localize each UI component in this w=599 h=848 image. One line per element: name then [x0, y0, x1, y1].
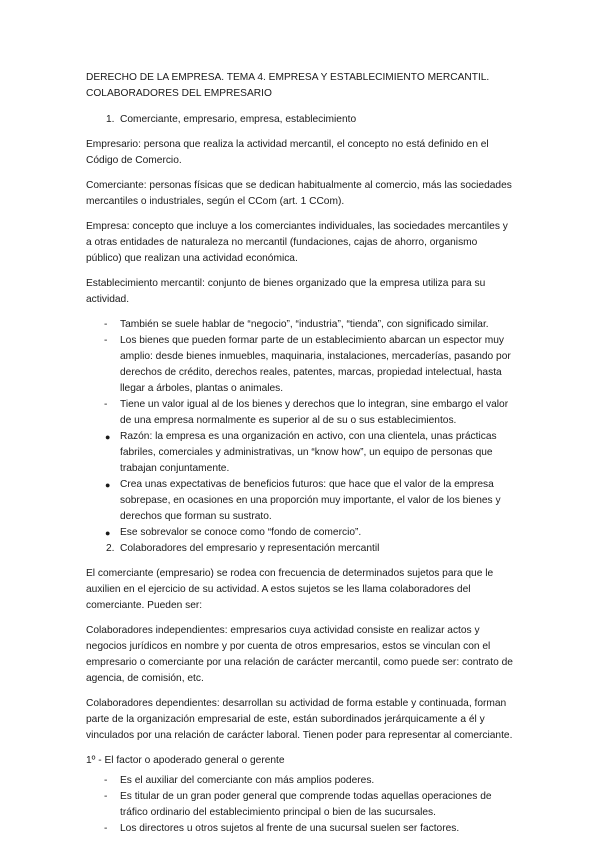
bullet-icon: ● [105, 432, 111, 442]
list-item-text: Crea unas expectativas de beneficios futuros: que hace que el valor de la empresa sobrepase, en ocasiones en una proporción muy importante, el valor de los bienes y derechos que forman su sustrato. [120, 479, 501, 522]
list-item-text: Los bienes que pueden formar parte de un establecimiento abarcan un espector muy amplio: desde bienes inmuebles, maquinaria, instalaciones, mercaderías, pasando por derechos de crédito, derechos reales, patentes, marcas, propiedad intelectual, hasta llegar a árboles, plantas o animales. [120, 335, 511, 394]
paragraph-comerciante: Comerciante: personas físicas que se dedican habitualmente al comercio, más las sociedades mercantiles o industriales, según el CCom (art. 1 CCom). [86, 180, 512, 207]
paragraph-establecimiento: Establecimiento mercantil: conjunto de bienes organizado que la empresa utiliza para su actividad. [86, 278, 486, 305]
section-heading-text: Colaboradores del empresario y representación mercantil [120, 543, 380, 554]
section-heading-2 [86, 541, 513, 557]
section-heading-1 [86, 112, 513, 128]
list-item [86, 525, 513, 541]
paragraph-colaboradores-independientes: Colaboradores independientes: empresarios cuya actividad consiste en realizar actos y negocios jurídicos en nombre y por cuenta de otros empresarios, estos se vinculan con el empresario o comerciante por una relación de carácter mercantil, como puede ser: contrato de agencia, de comisión, etc. [86, 625, 513, 684]
list-item [86, 477, 513, 525]
section-number: 1. [106, 114, 115, 125]
list-item-text: También se suele hablar de “negocio”, “industria”, “tienda”, con significado similar. [120, 319, 489, 330]
dash-marker: - [104, 335, 108, 346]
factor-list [86, 773, 513, 837]
dash-marker: - [104, 399, 108, 410]
establecimiento-list [86, 317, 513, 557]
list-item [86, 317, 513, 333]
section-heading-text: Comerciante, empresario, empresa, establecimiento [120, 114, 357, 125]
list-item [86, 773, 513, 789]
list-item-text: Es titular de un gran poder general que comprende todas aquellas operaciones de tráfico ordinario del establecimiento principal o bien de las sucursales. [120, 791, 492, 818]
paragraph-empresa: Empresa: concepto que incluye a los comerciantes individuales, las sociedades mercantiles y a otras entidades de naturaleza no mercantil (fundaciones, cajas de ahorro, organismo público) que realizan una actividad económica. [86, 221, 508, 264]
paragraph-factor-heading: 1º - El factor o apoderado general o gerente [86, 755, 285, 766]
section-number: 2. [106, 543, 115, 554]
list-item-text: Razón: la empresa es una organización en activo, con una clientela, unas prácticas fabriles, comerciales y administrativas, un “know how”, un equipo de personas que trabajan conjuntamente. [120, 431, 497, 474]
list-item [86, 397, 513, 429]
dash-marker: - [104, 319, 108, 330]
title-line-1: DERECHO DE LA EMPRESA. TEMA 4. EMPRESA Y ESTABLECIMIENTO MERCANTIL. [86, 72, 490, 83]
list-item-text: Los directores u otros sujetos al frente de una sucursal suelen ser factores. [120, 823, 460, 834]
dash-marker: - [104, 791, 108, 802]
paragraph-colaboradores-dependientes: Colaboradores dependientes: desarrollan su actividad de forma estable y continuada, forman parte de la organización empresarial de este, están subordinados jerárquicamente a él y vinculados por una relación de carácter laboral. Tienen poder para representar al comerciante. [86, 698, 513, 741]
dash-marker: - [104, 823, 108, 834]
dash-marker: - [104, 775, 108, 786]
paragraph-empresario: Empresario: persona que realiza la actividad mercantil, el concepto no está definido en el Código de Comercio. [86, 139, 489, 166]
list-item [86, 789, 513, 821]
list-item [86, 821, 513, 837]
list-item [86, 333, 513, 397]
title-line-2: COLABORADORES DEL EMPRESARIO [86, 88, 272, 99]
paragraph-comerciante-empresario: El comerciante (empresario) se rodea con frecuencia de determinados sujetos para que le auxilien en el ejercicio de su actividad. A estos sujetos se les llama colaboradores del comerciante. Pueden ser: [86, 568, 494, 611]
list-item [86, 429, 513, 477]
list-item-text: Es el auxiliar del comerciante con más amplios poderes. [120, 775, 375, 786]
list-item-text: Tiene un valor igual al de los bienes y derechos que lo integran, sine embargo el valor de una empresa normalmente es superior al de su o sus establecimientos. [120, 399, 509, 426]
document-title [86, 70, 513, 102]
bullet-icon: ● [105, 480, 111, 490]
bullet-icon: ● [105, 528, 111, 538]
list-item-text: Ese sobrevalor se conoce como “fondo de comercio”. [120, 527, 362, 538]
